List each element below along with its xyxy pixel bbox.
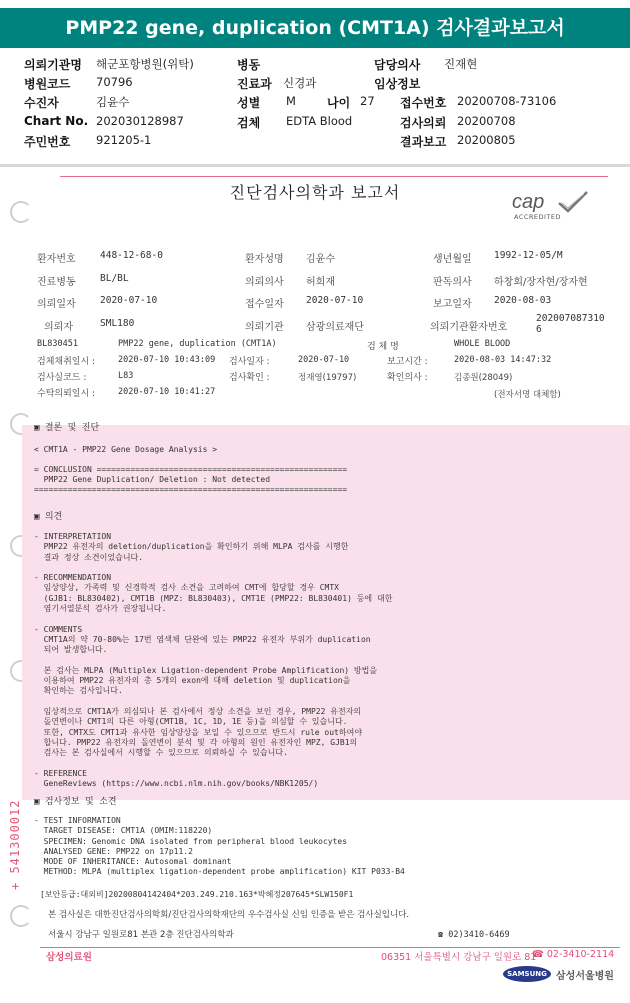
- reqdate-label: 의뢰일자: [37, 299, 76, 310]
- report-value: 20200805: [457, 133, 516, 147]
- rrn-value: 921205-1: [96, 133, 152, 147]
- samsung-logo: SAMSUNG: [503, 966, 551, 982]
- test-code: BL830451: [37, 339, 78, 349]
- room-label: 검사실코드 :: [37, 373, 87, 383]
- age-value: 27: [360, 94, 375, 108]
- footer-left: 삼성의료원: [46, 952, 92, 963]
- section-opinion-head: ▣ 의견: [34, 512, 63, 522]
- patno-value: 448-12-68-0: [100, 250, 163, 261]
- patient-info-block: [0, 54, 630, 154]
- reader-label: 판독의사: [433, 277, 472, 288]
- section-testinfo-head: ▣ 검사정보 및 소견: [34, 797, 117, 807]
- hospital-code-label: 병원코드: [24, 77, 71, 91]
- clinical-label: 임상정보: [374, 77, 421, 91]
- section-conclusion-head: ▣ 결론 및 진단: [34, 423, 100, 433]
- chart-value: 202030128987: [96, 114, 184, 128]
- request-label: 검사의뢰: [400, 116, 447, 130]
- age-label: 나이: [327, 96, 351, 110]
- spec-label: 검 체 명: [367, 342, 399, 352]
- reqer-label: 의뢰자: [44, 322, 73, 333]
- ward-label: 병동: [237, 58, 261, 72]
- top-red-line: [60, 176, 608, 177]
- reqer-value: SML180: [100, 318, 135, 329]
- exam-value: 2020-07-10: [298, 355, 350, 365]
- divider: [0, 164, 630, 167]
- report-header: PMP22 gene, duplication (CMT1A) 검사결과보고서: [0, 8, 630, 48]
- exam-label: 검사일자 :: [229, 357, 270, 367]
- org-value: 해군포항병원(위탁): [96, 57, 194, 71]
- punch-hole: [10, 905, 32, 927]
- sex-label: 성별: [237, 96, 261, 110]
- reptime-label: 보고시간 :: [387, 357, 428, 367]
- collect-value: 2020-07-10 10:43:09: [118, 355, 216, 365]
- esign: (전자서명 대체함): [494, 390, 561, 400]
- punch-hole: [10, 201, 32, 223]
- receive-label: 수탁의뢰일시 :: [37, 389, 96, 399]
- report-title: 진단검사의학과 보고서: [229, 183, 401, 202]
- repdate-label: 보고일자: [433, 299, 472, 310]
- section-testinfo-body: - TEST INFORMATION TARGET DISEASE: CMT1A (OMIM:118220) SPECIMEN: Genomic DNA isolated from peripheral blood leukocytes ANALYSED GENE: PMP22 on 17p11.2 MODE OF INHERITANCE: Autosomal dominant METHOD: MLPA (multiplex ligation-dependent probe amplification) KIT P033-B4: [34, 816, 405, 877]
- recdate-value: 2020-07-10: [306, 295, 364, 306]
- org2-label: 의뢰기관: [245, 322, 284, 333]
- confirm-label: 검사확인 :: [229, 373, 270, 383]
- cap-word: cap: [512, 191, 545, 213]
- sex-value: M: [286, 94, 296, 108]
- patno-label: 환자번호: [37, 254, 76, 265]
- doctor-value: 진재현: [444, 57, 478, 71]
- report-label: 결과보고: [400, 135, 447, 149]
- receipt-label: 접수번호: [400, 96, 447, 110]
- doc-value: 허희재: [306, 277, 335, 288]
- confirm-value: 정재영(19797): [298, 373, 357, 383]
- section-conclusion-body: < CMT1A - PMP22 Gene Dosage Analysis > = CONCLUSION ==================================================== PMP22 Gene Duplication/ Deletion : Not detected =================================================================: [34, 445, 348, 494]
- certification-text: 본 검사실은 대한진단검사의학회/진단검사의학재단의 우수검사실 신임 인증을 받은 검사실입니다.: [48, 910, 410, 920]
- reptime-value: 2020-08-03 14:47:32: [454, 355, 552, 365]
- footer-address: 06351 서울특별시 강남구 일원로 81: [381, 952, 537, 963]
- name-value: 김윤수: [306, 254, 335, 265]
- orgpt-label: 의뢰기관환자번호: [430, 322, 508, 333]
- cap-check-icon: [556, 189, 590, 215]
- recdate-label: 접수일자: [245, 299, 284, 310]
- chart-label: Chart No.: [24, 114, 89, 128]
- dept-label: 진료과: [237, 77, 272, 91]
- repdate-value: 2020-08-03: [494, 295, 552, 306]
- side-barcode-number: + 541300012: [8, 799, 22, 890]
- cap-accredited-logo: [508, 191, 588, 225]
- orgpt-value: 202007087310 6: [536, 313, 605, 335]
- hospital-name: 삼성서울병원: [556, 971, 614, 982]
- room-value: L83: [118, 371, 134, 381]
- receive-value: 2020-07-10 10:41:27: [118, 387, 216, 397]
- reqdate-value: 2020-07-10: [100, 295, 158, 306]
- request-value: 20200708: [457, 114, 516, 128]
- ward2-value: BL/BL: [100, 273, 129, 284]
- org-label: 의뢰기관명: [24, 58, 82, 72]
- cap-sub: ACCREDITED: [514, 213, 562, 221]
- collect-label: 검체채취일시 :: [37, 357, 96, 367]
- test-name: PMP22 gene, duplication (CMT1A): [118, 339, 277, 349]
- org2-value: 삼광의료재단: [306, 322, 364, 333]
- bottom-red-line: [40, 947, 620, 948]
- dob-label: 생년월일: [433, 254, 472, 265]
- footer-tel: ☎ 02-3410-2114: [532, 949, 615, 960]
- rrn-label: 주민번호: [24, 135, 71, 149]
- name-label: 환자성명: [245, 254, 284, 265]
- lab-address: 서울시 강남구 일원로81 본관 2층 진단검사의학과: [48, 930, 234, 940]
- spec-value: WHOLE BLOOD: [454, 339, 511, 349]
- lab-phone: ☎ 02)3410-6469: [438, 930, 510, 940]
- confirmer-value: 김종원(28049): [454, 373, 513, 383]
- section-opinion-body: - INTERPRETATION PMP22 유전자의 deletion/duplication을 확인하기 위해 MLPA 검사를 시행한 결과 정상 소견이었습니다. - RECOMMENDATION 임상양상, 가족력 및 신경학적 검사 소견을 고려하여 CMT에 합당할 경우 CMTX (GJB1: BL830402), CMT1B (MPZ: BL830403), CMT1E (PMP22: BL830401) 등에 대한 염기서열분석 검사가 권장됩니다. - COMMENTS CMT1A의 약 70-80%는 17번 염색체 단완에 있는 PMP22 유전자 부위가 duplication 되어 발생합니다. 본 검사는 MLPA (Multiplex Ligation-dependent Probe Amplification) 방법을 이용하여 PMP22 유전자의 총 5개의 exon에 대해 deletion 및 duplication을 확인하는 검사입니다. 임상적으로 CMT1A가 의심되나 본 검사에서 정상 소견을 보인 경우, PMP22 유전자의 돌연변이나 CMT1의 다른 아형(CMT1B, 1C, 1D, 1E 등)을 의심할 수 있습니다. 또한, CMTX도 CMT1과 유사한 임상양상을 보일 수 있으므로 반드시 rule out하여야 합니다. PMP22 유전자의 돌연변이 분석 및 각 아형의 원인 유전자인 MPZ, GJB1의 검사는 본 검사실에서 시행할 수 있으므로 의뢰하실 수 있습니다. - REFERENCE GeneReviews (https://www.ncbi.nlm.nih.gov/books/NBK1205/): [34, 532, 393, 789]
- reader-value: 하창회/장자현/장자현: [494, 277, 588, 288]
- patient-label: 수진자: [24, 96, 59, 110]
- receipt-value: 20200708-73106: [457, 94, 557, 108]
- specimen-value: EDTA Blood: [286, 114, 353, 128]
- dept-value: 신경과: [283, 76, 317, 90]
- dob-value: 1992-12-05/M: [494, 250, 563, 261]
- hospital-code-value: 70796: [96, 75, 133, 89]
- patient-value: 김윤수: [96, 95, 130, 109]
- security-code: [보안등급:대외비]20200804142404*203.249.210.163*박혜정207645*SLW150F1: [40, 890, 354, 899]
- ward2-label: 진료병동: [37, 277, 76, 288]
- specimen-label: 검체: [237, 116, 261, 130]
- confirmer-label: 확인의사 :: [387, 373, 428, 383]
- doc-label: 의뢰의사: [245, 277, 284, 288]
- doctor-label: 담당의사: [374, 58, 421, 72]
